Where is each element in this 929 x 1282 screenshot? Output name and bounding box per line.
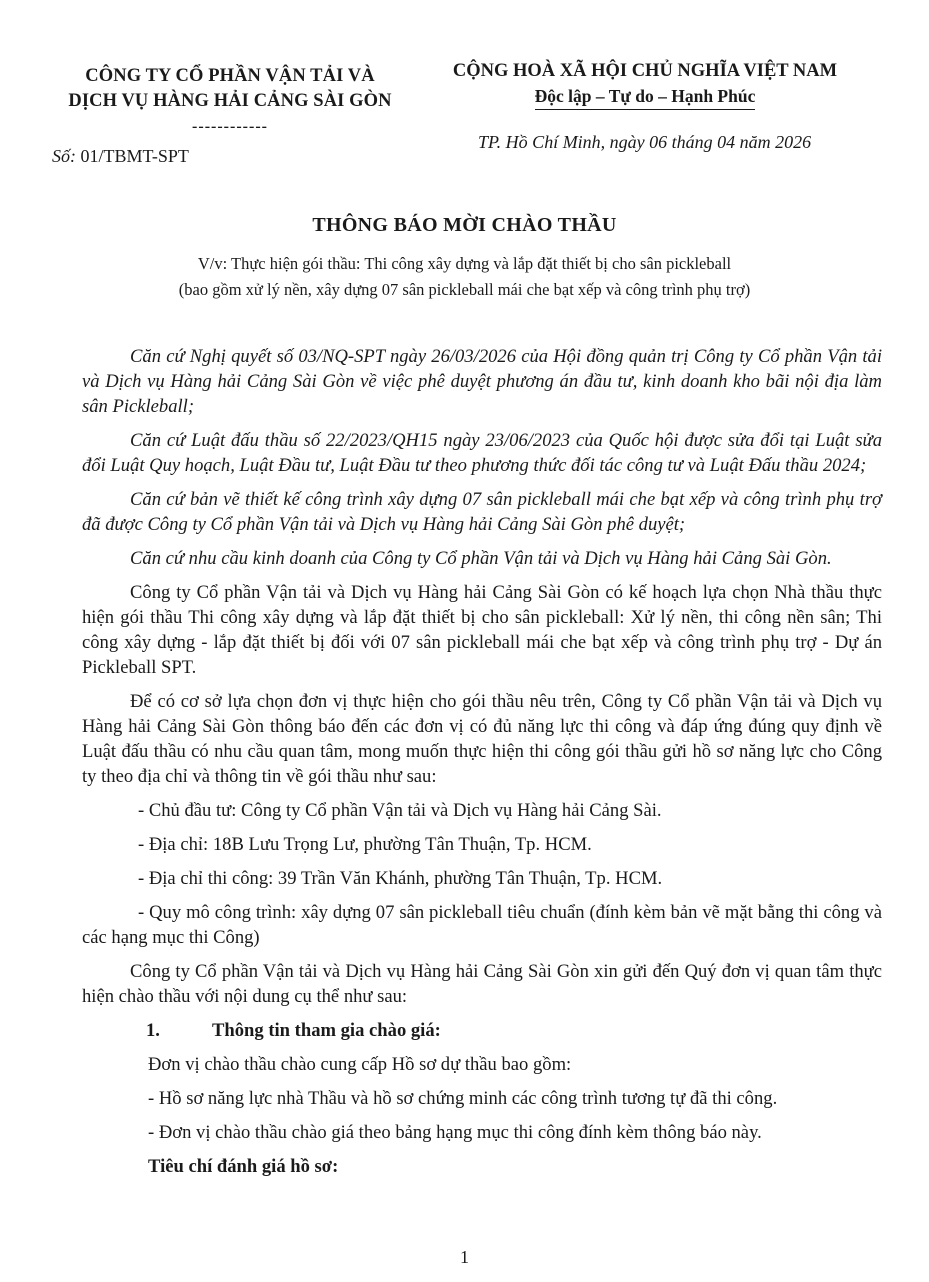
issuer-block — [40, 64, 420, 136]
address-item: - Địa chỉ: 18B Lưu Trọng Lư, phường Tân Thuận, Tp. HCM. — [138, 834, 592, 855]
scale-item: - Quy mô công trình: xây dựng 07 sân pickleball tiêu chuẩn (đính kèm bản vẽ mặt bằng thi công và các hạng mục thi Công) — [82, 902, 882, 948]
national-heading — [430, 58, 860, 110]
site-address-item: - Địa chỉ thi công: 39 Trần Văn Khánh, phường Tân Thuận, Tp. HCM. — [138, 868, 663, 889]
document-body — [82, 344, 882, 1188]
issue-date: TP. Hồ Chí Minh, ngày 06 tháng 04 năm 2026 — [478, 132, 812, 152]
legal-basis-4: Căn cứ nhu cầu kinh doanh của Công ty Cổ phần Vận tải và Dịch vụ Hàng hải Cảng Sài Gòn. — [130, 548, 832, 569]
document-number-value: 01/TBMT-SPT — [80, 146, 189, 166]
national-motto: Độc lập – Tự do – Hạnh Phúc — [535, 84, 756, 110]
document-number — [52, 146, 189, 167]
section-1-item-2: - Đơn vị chào thầu chào giá theo bảng hạng mục thi công đính kèm thông báo này. — [148, 1122, 762, 1143]
criteria-heading: Tiêu chí đánh giá hồ sơ: — [148, 1156, 339, 1177]
section-1-title: Thông tin tham gia chào giá: — [212, 1020, 441, 1041]
subject-line-2: (bao gồm xử lý nền, xây dựng 07 sân pickleball mái che bạt xếp và công trình phụ trợ) — [178, 280, 751, 299]
issuer-name-line2: DỊCH VỤ HÀNG HẢI CẢNG SÀI GÒN — [68, 91, 392, 111]
legal-basis-2: Căn cứ Luật đấu thầu số 22/2023/QH15 ngày 23/06/2023 của Quốc hội được sửa đổi tại Luật sửa đổi Luật Quy hoạch, Luật Đầu tư, Luật Đầu tư theo phương thức đối tác công tư và Luật Đấu thầu 2024; — [82, 430, 882, 476]
issuer-divider: ------------ — [192, 118, 268, 135]
document-number-label: Số: — [52, 146, 76, 166]
section-1-intro: Đơn vị chào thầu chào cung cấp Hồ sơ dự thầu bao gồm: — [148, 1054, 572, 1075]
plan-paragraph: Công ty Cổ phần Vận tải và Dịch vụ Hàng hải Cảng Sài Gòn có kế hoạch lựa chọn Nhà thầu thực hiện gói thầu Thi công xây dựng và lắp đặt thiết bị cho sân pickleball: Xử lý nền, thi công nền sân; Thi công xây dựng - lắp đặt thiết bị đối với 07 sân pickleball mái che bạt xếp và công trình phụ trợ - Dự án Pickleball SPT. — [82, 582, 882, 678]
section-1-heading — [82, 1018, 882, 1043]
notice-paragraph: Để có cơ sở lựa chọn đơn vị thực hiện cho gói thầu nêu trên, Công ty Cổ phần Vận tải và Dịch vụ Hàng hải Cảng Sài Gòn thông báo đến các đơn vị có đủ năng lực thi công và đáp ứng đúng quy định về Luật đấu thầu có nhu cầu quan tâm, mong muốn thực hiện thi công gói thầu gửi hồ sơ năng lực cho Công ty theo địa chỉ và thông tin về gói thầu như sau: — [82, 691, 882, 787]
section-1-number: 1. — [146, 1020, 160, 1041]
issuer-name-line1: CÔNG TY CỔ PHẦN VẬN TẢI VÀ — [85, 66, 375, 86]
invite-paragraph: Công ty Cổ phần Vận tải và Dịch vụ Hàng hải Cảng Sài Gòn xin gửi đến Quý đơn vị quan tâm thực hiện chào thầu với nội dung cụ thể như sau: — [82, 961, 882, 1007]
legal-basis-3: Căn cứ bản vẽ thiết kế công trình xây dựng 07 sân pickleball mái che bạt xếp và công trình phụ trợ đã được Công ty Cổ phần Vận tải và Dịch vụ Hàng hải Cảng Sài Gòn phê duyệt; — [82, 489, 882, 535]
section-1-item-1: - Hồ sơ năng lực nhà Thầu và hồ sơ chứng minh các công trình tương tự đã thi công. — [148, 1088, 778, 1109]
subject-line-1: V/v: Thực hiện gói thầu: Thi công xây dựng và lắp đặt thiết bị cho sân pickleball — [197, 254, 732, 273]
investor-item: - Chủ đầu tư: Công ty Cổ phần Vận tải và Dịch vụ Hàng hải Cảng Sài. — [138, 800, 662, 821]
nation-title: CỘNG HOÀ XÃ HỘI CHỦ NGHĨA VIỆT NAM — [452, 61, 838, 81]
document-title: THÔNG BÁO MỜI CHÀO THẦU — [312, 214, 617, 236]
legal-basis-1: Căn cứ Nghị quyết số 03/NQ-SPT ngày 26/03/2026 của Hội đồng quản trị Công ty Cổ phần Vận tải và Dịch vụ Hàng hải Cảng Sài Gòn về việc phê duyệt phương án đầu tư, kinh doanh kho bãi nội địa làm sân Pickleball; — [82, 346, 882, 417]
page-number: 1 — [460, 1247, 469, 1267]
